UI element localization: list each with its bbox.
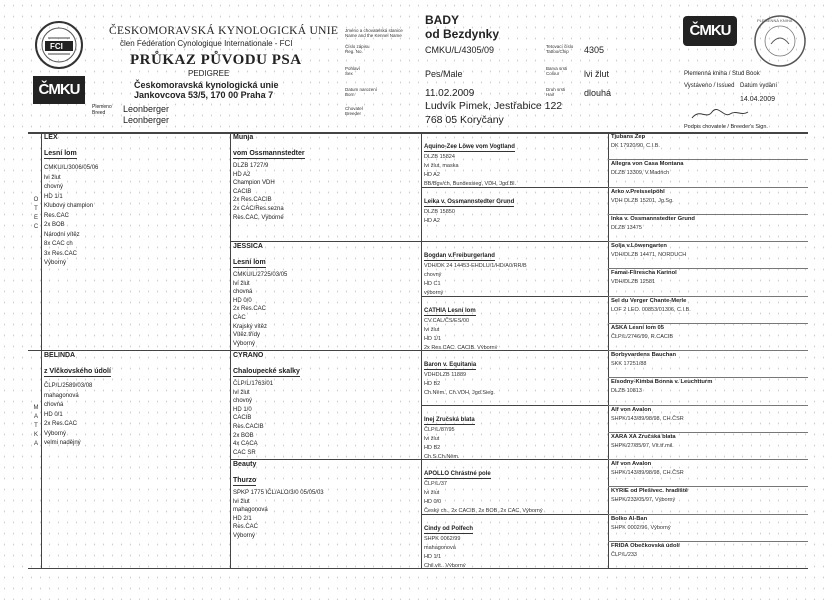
reg-label: Číslo zápisu Reg. No.: [345, 44, 370, 54]
detail-line: Český ch., 2x CACIB, 2x BOB, 2x CAC, Výborný: [424, 508, 543, 513]
great-grandparent-cell: [424, 408, 606, 459]
ancestor-name: Eisodny-Kimba Bonna v. Leuchtturm: [611, 379, 713, 386]
detail-line: 2x Res.CAC: [233, 306, 267, 313]
dam-name-1: BELINDA: [44, 352, 76, 359]
gen4-row-divider: [608, 323, 808, 324]
grandparent-name-2: Chaloupecké skalky: [233, 368, 300, 375]
grandparent-cell: [233, 461, 419, 566]
gen4-row-divider: [608, 214, 808, 215]
side-letter: A: [33, 414, 38, 420]
ancestor-cell: [611, 161, 807, 186]
ancestor-name: Alf von Avalon: [611, 406, 652, 413]
ancestor-name: Alf von Avalon: [611, 461, 652, 467]
detail-line: SHPK/143/89/98/98, CH.ČSR: [611, 470, 684, 476]
org-name: ČESKOMORAVSKÁ KYNOLOGICKÁ UNIE: [109, 25, 339, 37]
sire-cell: [44, 134, 228, 348]
cmku-logo: [33, 76, 85, 104]
signature: [690, 106, 750, 122]
sex: Pes/Male: [425, 69, 463, 79]
grandparent-cell: [233, 243, 419, 348]
colour: lvi žlut: [584, 69, 610, 79]
official-stamp: [753, 14, 807, 68]
grandparent-name-2: Lesní lom: [233, 259, 266, 266]
hair-label: Druh srsti Hair: [546, 87, 566, 97]
address-line-2: Jankovcova 53/5, 170 00 Praha 7: [134, 90, 274, 100]
detail-line: VDH DLZB 15201, Jg.Sg.: [611, 197, 674, 204]
detail-line: SHPK/27/85/97, Vít.tř.mil.: [611, 442, 674, 449]
grandparent-details: [233, 489, 419, 541]
org-sub: člen Fédération Cynologique Internationale - FCI: [120, 39, 293, 48]
detail-line: HD 1/0: [233, 406, 252, 413]
detail-line: VDH/DLZB 12581: [611, 279, 656, 286]
detail-line: 2x Res.CAC, CACIB, Výborný: [424, 344, 498, 349]
gen4-row-divider: [608, 241, 808, 242]
breeder-line-1: Ludvík Pimek, Jestřabice 122: [425, 100, 563, 112]
detail-line: Chil.vít., Výborný: [424, 562, 466, 567]
chip: 4305: [584, 45, 605, 55]
great-grandparent-cell: [424, 517, 606, 568]
ancestor-name: Arko v.Preisselpöhl: [611, 188, 665, 195]
detail-line: HD A2: [424, 172, 440, 178]
grandparent-cell: [233, 352, 419, 457]
dog-name-1: BADY: [425, 13, 460, 27]
ancestor-cell: [611, 189, 807, 214]
chip-label: Tetovací číslo Tattoo/Chip: [546, 44, 574, 54]
ancestor-cell: [611, 352, 807, 377]
great-grandparent-name: Baron v. Equitania: [424, 362, 477, 368]
detail-line: HD 1/1: [424, 335, 442, 342]
detail-line: Výborný: [233, 340, 256, 347]
gen4-row-divider: [608, 541, 808, 542]
breed-line-2: Leonberger: [123, 115, 170, 125]
side-letter: E: [33, 215, 38, 221]
detail-line: HD B2: [424, 381, 441, 387]
side-letter: M: [33, 405, 39, 411]
detail-line: mahagonová: [233, 507, 268, 514]
ancestor-name: Sel du Verger Chante-Merle: [611, 297, 687, 304]
stamp-text: PLEMENNÁ KNIHA: [757, 18, 793, 23]
dam-details: [44, 382, 228, 449]
detail-line: 3x Res.CAC: [44, 250, 78, 257]
detail-line: CACIB: [233, 415, 252, 422]
detail-line: Res.CAC: [233, 524, 259, 531]
detail-line: ČLP/L/37: [424, 481, 447, 487]
detail-line: lvi žlut, maska: [424, 163, 459, 169]
detail-line: lvi žlut: [233, 498, 250, 505]
gen4-row-divider: [608, 514, 808, 515]
col-divider-1: [41, 132, 42, 568]
ancestor-name: Bolko Al-Ban: [611, 515, 648, 522]
detail-line: DLZB 13475: [611, 224, 642, 231]
detail-line: Národní vítěz: [44, 231, 80, 238]
great-grandparent-name: APOLLO Chrástné pole: [424, 471, 491, 477]
gen4-row-divider: [608, 432, 808, 433]
side-letter: K: [33, 432, 38, 438]
side-label-mother: [32, 404, 40, 449]
grandparent-name-1: Munja: [233, 134, 254, 141]
col-divider-2: [230, 132, 231, 568]
detail-line: 2x Res.CACIB: [233, 197, 272, 204]
gen4-row-divider: [608, 459, 808, 460]
great-grandparent-cell: [424, 353, 606, 404]
great-grandparent-name: Leika v. Ossmannstedter Grund: [424, 198, 515, 205]
detail-line: velmi nadějný: [44, 440, 81, 446]
detail-line: Výborný: [44, 430, 67, 437]
detail-line: VDHDLZB 11889: [424, 372, 467, 378]
detail-line: Res.CAC, Výborné: [233, 214, 284, 221]
ancestor-name: XARA XA Zručská blata: [611, 433, 676, 440]
detail-line: 2x Res.CAC: [44, 421, 78, 427]
breed-line-1: Leonberger: [123, 104, 170, 114]
gen4-row-divider: [608, 268, 808, 269]
breeder-line-2: 768 05 Koryčany: [425, 114, 504, 126]
ancestor-name: Famai-Flirescha Karinol: [611, 270, 677, 277]
great-grandparent-name: Bogdan v.Freiburgerland: [424, 253, 495, 259]
gen4-row-divider: [608, 405, 808, 406]
detail-line: VDH/DK 24 14453-EHDLU/1/HD/A0/RR/B: [424, 263, 527, 269]
sire-name-1: LEX: [44, 134, 58, 141]
detail-line: CMKU/L/3006/05/06: [44, 165, 99, 171]
detail-line: Res.CAC: [44, 212, 70, 219]
great-grandparent-cell: [424, 299, 606, 350]
stud-book-label: Plemenná kniha / Stud Book: [684, 71, 760, 77]
detail-line: ČLP/L/2746/99, R.CACIB: [611, 333, 674, 340]
detail-line: CAC: [233, 314, 246, 321]
detail-line: HD 0/1: [44, 411, 63, 418]
side-label-father: [32, 196, 40, 232]
detail-line: DLZB 1727/9: [233, 163, 269, 169]
detail-line: chovná: [44, 402, 64, 408]
great-grandparent-name: Cindy od Polfech: [424, 525, 474, 532]
detail-line: 8x CAC ch: [44, 241, 73, 247]
detail-line: HD A2: [233, 171, 251, 178]
issued-label: Vystaveno / Issued: [684, 83, 735, 89]
sire-name-2: Lesní lom: [44, 150, 77, 157]
sex-label: Pohlaví Sex: [345, 66, 361, 76]
detail-line: SHPK 0002/96, Výborný: [611, 524, 671, 531]
ancestor-name: Allegra von Casa Montana: [611, 161, 684, 168]
detail-line: SHPK 0062/99: [424, 535, 461, 542]
detail-line: HD 1/1: [44, 193, 63, 200]
detail-line: Ch.Něm., Ch.VDH, Jgd.Sieg.: [424, 390, 495, 396]
detail-line: ČLP/L/233: [611, 551, 637, 558]
dob: 11.02.2009: [425, 88, 475, 99]
detail-line: SPKP 1775 IČL/ALO/3/0 05/05/03: [233, 490, 324, 496]
fci-logo-text: FCI: [50, 42, 63, 51]
detail-line: lvi žlut: [424, 326, 440, 333]
gen4-row-divider: [608, 350, 808, 351]
grandparent-name-1: Beauty: [233, 461, 257, 468]
right-cmku-logo: [683, 16, 737, 46]
detail-line: chovný: [424, 272, 442, 278]
issue-date: 14.04.2009: [740, 96, 776, 103]
colour-label: Barva srsti Colour: [546, 66, 568, 76]
detail-line: lvi žlut: [424, 435, 440, 442]
detail-line: lvi žlut: [44, 174, 61, 181]
right-logo-text: ČMKU: [689, 22, 731, 39]
ancestor-name: Tjubans Zep: [611, 134, 646, 140]
detail-line: 4x CACA: [233, 441, 258, 448]
grandparent-name-1: CYRANO: [233, 352, 264, 359]
ancestor-name: Inka v. Ossmannstedter Grund: [611, 215, 695, 222]
issue-date-label: Datum vydání: [740, 83, 778, 89]
table-bottom-border: [28, 568, 808, 569]
detail-line: SHPK/143/89/98/98, CH.ČSR: [611, 415, 684, 422]
grandparent-details: [233, 271, 419, 348]
ancestor-cell: [611, 461, 807, 486]
detail-line: lvi žlut: [233, 280, 250, 287]
gen4-row-divider: [608, 486, 808, 487]
dog-name-2: od Bezdynky: [425, 27, 500, 41]
detail-line: HD B2: [424, 444, 441, 451]
dam-cell: [44, 352, 228, 566]
detail-line: DLZB 10813: [611, 388, 642, 395]
detail-line: chovný: [233, 398, 253, 405]
fci-logo: [34, 20, 84, 70]
ancestor-cell: [611, 325, 807, 350]
great-grandparent-name: Inej Zručská blata: [424, 416, 475, 423]
detail-line: Vítěz třídy: [233, 332, 261, 339]
detail-line: DLZB 13309, V.Madrich: [611, 170, 670, 177]
ancestor-name: ASKA Lesní lom 05: [611, 324, 664, 331]
great-grandparent-cell: [424, 190, 606, 241]
detail-line: chovný: [44, 184, 64, 190]
doc-sub: PEDIGREE: [188, 69, 230, 78]
hair: dlouhá: [584, 88, 612, 98]
gen4-row-divider: [608, 159, 808, 160]
detail-line: ČLP/L/1763/01: [233, 381, 274, 387]
doc-title: PRŮKAZ PŮVODU PSA: [130, 52, 302, 68]
detail-line: mahagonová: [424, 544, 456, 551]
side-letter: T: [34, 206, 38, 212]
great-grandparent-name: CATHIA Lesní lom: [424, 307, 476, 314]
ancestor-cell: [611, 407, 807, 432]
detail-line: SKK 17251/88: [611, 361, 647, 367]
detail-line: CACIB: [233, 188, 252, 195]
detail-line: 2x BOB: [233, 432, 254, 439]
side-letter: O: [33, 197, 39, 203]
gen4-row-divider: [608, 187, 808, 188]
detail-line: lvi žlut: [233, 389, 250, 396]
ancestor-name: FRIDA Obečkovská údolí: [611, 542, 680, 549]
name-label: Jméno a chovatelská stanice Name and the Kennel Name: [345, 28, 403, 38]
detail-line: Výborný: [233, 532, 256, 539]
side-letter: T: [34, 423, 38, 429]
ancestor-cell: [611, 516, 807, 541]
ancestor-cell: [611, 488, 807, 513]
breeder-sign-label: Podpis chovatele / Breeder's Sign.: [684, 124, 768, 130]
ancestor-name: Borbyvardens Bauchan: [611, 352, 677, 358]
detail-line: VDH/DLZB 14471, NORDUCH: [611, 252, 687, 258]
breeder-label: Chovatel Breeder: [345, 106, 363, 116]
grandparent-details: [233, 380, 419, 457]
grandparent-cell: [233, 134, 419, 239]
detail-line: ČLP/L/87/95: [424, 426, 455, 433]
ancestor-cell: [611, 216, 807, 241]
detail-line: Výborný: [44, 260, 67, 266]
ancestor-cell: [611, 379, 807, 404]
detail-line: CV.CAL/ČS/ES/00: [424, 317, 470, 324]
gen4-row-divider: [608, 377, 808, 378]
detail-line: 2x CAC/Res.sezna: [233, 205, 284, 212]
detail-line: HD 1/1: [424, 553, 442, 560]
detail-line: Res.CACIB: [233, 423, 264, 430]
grandparent-details: [233, 162, 419, 222]
great-grandparent-cell: [424, 244, 606, 295]
ancestor-name: KYRIE od Plešivec. hradiště: [611, 488, 688, 495]
grandparent-name-2: vom Ossmannstedter: [233, 150, 305, 157]
detail-line: HD 0/0: [424, 499, 442, 505]
col-divider-3: [421, 132, 422, 568]
great-grandparent-cell: [424, 462, 606, 513]
dob-label: Datum narození Born: [345, 87, 378, 97]
grandparent-name-1: JESSICA: [233, 243, 263, 250]
ancestor-cell: [611, 298, 807, 323]
detail-line: CMKU/L/2725/03/05: [233, 272, 288, 278]
sire-details: [44, 164, 228, 269]
great-grandparent-cell: [424, 135, 606, 186]
side-letter: A: [33, 441, 38, 447]
detail-line: BB/Bgv/ch, Bundessieg, VDH, Jgd.Bl.: [424, 181, 517, 186]
detail-line: LOF 2 LEO. 00853/01306, C.I.B.: [611, 306, 691, 313]
detail-line: HD A2: [424, 217, 440, 224]
ancestor-cell: [611, 434, 807, 459]
ancestor-cell: [611, 543, 807, 568]
gen4-row-divider: [608, 296, 808, 297]
detail-line: Krajský vítěz: [233, 323, 268, 330]
side-letter: C: [33, 224, 39, 230]
detail-line: HD 2/1: [233, 515, 252, 522]
address-line-1: Českomoravská kynologická unie: [134, 80, 279, 90]
reg-no: CMKU/L/4305/09: [425, 45, 495, 55]
ancestor-cell: [611, 270, 807, 295]
detail-line: 2x BOB: [44, 222, 65, 228]
ancestor-name: Solja v.Löwengarten: [611, 243, 667, 249]
breed-label: Plemeno Breed: [92, 104, 112, 116]
detail-line: výborný: [424, 290, 444, 295]
detail-line: DLZB 15850: [424, 208, 455, 215]
detail-line: ČLP/L/2589/03/08: [44, 383, 93, 389]
ancestor-cell: [611, 134, 807, 159]
detail-line: DLZB 15824: [424, 154, 455, 160]
grandparent-name-2: Thurzo: [233, 477, 257, 484]
ancestor-cell: [611, 243, 807, 268]
detail-line: Champion VDH: [233, 180, 275, 187]
great-grandparent-name: Aquino-Zee Löwe vom Vogtland: [424, 144, 515, 150]
detail-line: DK 17920/90, C.I.B.: [611, 143, 660, 149]
detail-line: HD 0/0: [233, 297, 252, 304]
detail-line: HD C1: [424, 281, 441, 287]
detail-line: CAC SR: [233, 449, 256, 456]
detail-line: SHPK/233/05/97, Výborný: [611, 497, 676, 504]
detail-line: chovná: [233, 289, 253, 296]
detail-line: Klubový champion: [44, 203, 94, 209]
detail-line: lvi žlut: [424, 490, 440, 496]
cmku-logo-text: ČMKU: [38, 81, 80, 98]
detail-line: Ch.S.Ch.Něm.: [424, 453, 460, 458]
detail-line: mahagonová: [44, 392, 79, 399]
dam-name-2: z Vlčkovského údolí: [44, 368, 111, 375]
